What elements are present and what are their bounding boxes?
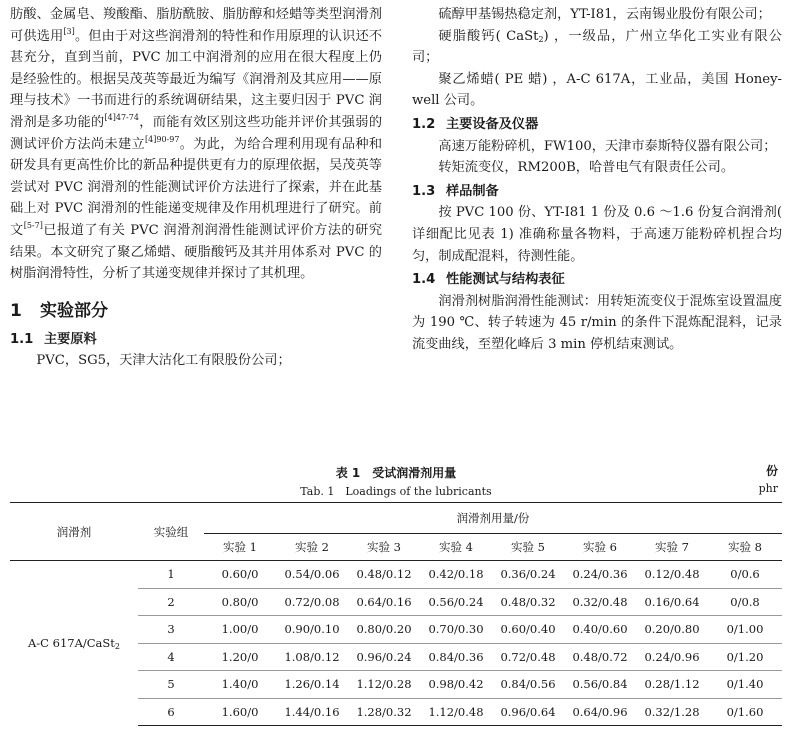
header-amount: 润滑剂用量/份	[204, 503, 782, 534]
citation-ref: [4]90-97	[145, 134, 180, 144]
text-run: 肪酸、金属皂、羧酸酯、脂肪酰胺、脂肪醇和烃蜡等类型润滑剂可供选用	[10, 7, 382, 44]
sample-preparation: 按 PVC 100 份、YT-I81 1 份及 0.6 ～1.6 份复合润滑剂( 详细配比见表 1) 准确称量各物料，于高速万能粉碎机捏合均匀，制成配混料，待测性能。	[412, 205, 782, 264]
value-cell: 0/1.20	[708, 643, 782, 671]
subsection-heading-1-1	[10, 329, 382, 351]
value-cell: 0.48/0.72	[564, 643, 636, 671]
header-experiment-7: 实验 7	[636, 534, 708, 561]
value-cell: 0.72/0.08	[276, 588, 348, 616]
value-cell: 0.28/1.12	[636, 671, 708, 699]
value-cell: 0.80/0.20	[348, 616, 420, 644]
header-experiment-3: 实验 3	[348, 534, 420, 561]
material-pe-wax: 聚乙烯蜡( PE 蜡) ，A-C 617A，工业品，美国 Honey-well 公司。	[412, 71, 782, 109]
subsection-title: 主要原料	[44, 331, 97, 347]
value-cell: 1.26/0.14	[276, 671, 348, 699]
value-cell: 0.20/0.80	[636, 616, 708, 644]
subsection-number: 1.3	[412, 183, 436, 199]
value-cell: 0.90/0.10	[276, 616, 348, 644]
section-title: 实验部分	[40, 300, 108, 321]
text-run: 已报道了有关 PVC 润滑剂润滑性能测试评价方法的研究结果。本文研究了聚乙烯蜡、硬脂酸钙及其并用体系对 PVC 的树脂润滑特性，分析了其递变规律并探讨了其机理。	[10, 222, 383, 282]
value-cell: 0.84/0.36	[420, 643, 492, 671]
text-run: ) ，一级品，广州立华化工实业有限公司；	[412, 28, 782, 66]
value-cell: 0.72/0.48	[492, 643, 564, 671]
left-column	[10, 4, 382, 372]
value-cell: 0.70/0.30	[420, 616, 492, 644]
subsection-heading-1-3	[412, 181, 782, 203]
material-calcium-stearate	[412, 26, 782, 69]
value-cell: 0.48/0.12	[348, 561, 420, 589]
value-cell: 0.16/0.64	[636, 588, 708, 616]
value-cell: 0.12/0.48	[636, 561, 708, 589]
performance-test: 润滑剂树脂润滑性能测试：用转矩流变仪于混炼室设置温度为 190 ℃、转子转速为 45 r/min 的条件下混炼配混料，记录流变曲线，至塑化峰后 3 min 停机结束测试。	[412, 293, 782, 352]
value-cell: 1.00/0	[204, 616, 276, 644]
value-cell: 1.40/0	[204, 671, 276, 699]
group-cell: 4	[138, 643, 204, 671]
value-cell: 0.24/0.36	[564, 561, 636, 589]
table-body	[10, 561, 782, 726]
subsection-title: 样品制备	[446, 183, 499, 199]
value-cell: 1.08/0.12	[276, 643, 348, 671]
equipment-rheometer: 转矩流变仪，RM200B，哈普电气有限责任公司。	[438, 160, 735, 176]
subsection-number: 1.2	[412, 116, 436, 132]
header-experiment-4: 实验 4	[420, 534, 492, 561]
value-cell: 0.40/0.60	[564, 616, 636, 644]
table-caption-en: Tab. 1 Loadings of the lubricants	[300, 485, 492, 498]
subsection-heading-1-2	[412, 114, 782, 136]
text-run: 硬脂酸钙( CaSt	[438, 28, 539, 44]
subscript: 2	[114, 642, 121, 652]
value-cell: 0.32/1.28	[636, 698, 708, 726]
value-cell: 0.56/0.24	[420, 588, 492, 616]
value-cell: 0.96/0.24	[348, 643, 420, 671]
value-cell: 0.54/0.06	[276, 561, 348, 589]
header-experiment-6: 实验 6	[564, 534, 636, 561]
value-cell: 0.42/0.18	[420, 561, 492, 589]
table-unit-en: phr	[758, 482, 778, 495]
subsection-number: 1.1	[10, 331, 34, 347]
citation-ref: [3]	[63, 26, 75, 36]
group-cell: 1	[138, 561, 204, 589]
subscript: 2	[538, 34, 544, 44]
subsection-number: 1.4	[412, 272, 436, 288]
value-cell: 0/0.6	[708, 561, 782, 589]
value-cell: 0.32/0.48	[564, 588, 636, 616]
subsection-heading-1-4	[412, 269, 782, 291]
text-run: 。但由于对这些润滑剂的特性和作用原理的认识还不甚充分，直到当前，PVC 加工中润滑剂的应用在很大程度上仍是经验性的。根据吴茂英等最近为编写《润滑剂及其应用——原理与技术》一书而进行的系统调研结果，这主要归因于 PVC 润滑剂是多功能的	[10, 28, 383, 130]
value-cell: 0.96/0.64	[492, 698, 564, 726]
text-run: 。为此，为给合理利用现有品种和研发具有更高性价比的新品种提供更有力的原理依据，吴茂英等尝试对 PVC 润滑剂的性能测试评价方法进行了探索，并在此基础上对 PVC 润滑剂的性能递变规律及作用机理进行了研究。前文	[10, 136, 383, 238]
citation-ref: [5-7]	[23, 220, 43, 230]
table-1	[10, 462, 782, 726]
value-cell: 0.60/0.40	[492, 616, 564, 644]
value-cell: 0.80/0	[204, 588, 276, 616]
material-pvc: PVC，SG5，天津大沽化工有限股份公司；	[36, 353, 291, 369]
value-cell: 0/1.40	[708, 671, 782, 699]
value-cell: 1.28/0.32	[348, 698, 420, 726]
header-lubricant: 润滑剂	[10, 503, 138, 561]
subsection-title: 性能测试与结构表征	[446, 272, 565, 288]
value-cell: 0.64/0.16	[348, 588, 420, 616]
group-cell: 6	[138, 698, 204, 726]
table-caption-en-row	[10, 480, 782, 498]
group-cell: 3	[138, 616, 204, 644]
value-cell: 0/1.00	[708, 616, 782, 644]
group-cell: 5	[138, 671, 204, 699]
value-cell: 1.44/0.16	[276, 698, 348, 726]
value-cell: 0.24/0.96	[636, 643, 708, 671]
table-row	[10, 561, 782, 589]
header-group: 实验组	[138, 503, 204, 561]
value-cell: 0.56/0.84	[564, 671, 636, 699]
value-cell: 0.48/0.32	[492, 588, 564, 616]
material-stabilizer: 硫醇甲基锡热稳定剂，YT-I81，云南锡业股份有限公司；	[438, 7, 771, 22]
header-experiment-1: 实验 1	[204, 534, 276, 561]
value-cell: 0.98/0.42	[420, 671, 492, 699]
section-number: 1	[10, 300, 22, 321]
citation-ref: [4]47-74	[104, 112, 139, 122]
lubricant-cell	[10, 561, 138, 726]
table-caption-cn: 表 1 受试润滑剂用量	[335, 466, 457, 480]
value-cell: 1.60/0	[204, 698, 276, 726]
value-cell: 0.64/0.96	[564, 698, 636, 726]
lubricant-name: A-C 617A/CaSt	[27, 636, 115, 651]
header-experiment-8: 实验 8	[708, 534, 782, 561]
text-run: ，而能有效区别这些功能并评价其强弱的测试评价方法尚未建立	[10, 114, 383, 152]
subsection-title: 主要设备及仪器	[446, 116, 539, 132]
table-unit-cn: 份	[765, 464, 778, 478]
intro-paragraph	[10, 4, 382, 285]
right-column	[412, 4, 782, 356]
lubricant-loadings-table	[10, 502, 782, 726]
header-experiment-5: 实验 5	[492, 534, 564, 561]
value-cell: 1.20/0	[204, 643, 276, 671]
value-cell: 1.12/0.48	[420, 698, 492, 726]
value-cell: 0/1.60	[708, 698, 782, 726]
table-caption-cn-row	[10, 462, 782, 480]
header-experiment-2: 实验 2	[276, 534, 348, 561]
value-cell: 0.84/0.56	[492, 671, 564, 699]
value-cell: 1.12/0.28	[348, 671, 420, 699]
value-cell: 0.60/0	[204, 561, 276, 589]
group-cell: 2	[138, 588, 204, 616]
value-cell: 0.36/0.24	[492, 561, 564, 589]
section-heading-1	[10, 299, 382, 323]
value-cell: 0/0.8	[708, 588, 782, 616]
equipment-crusher: 高速万能粉碎机，FW100，天津市泰斯特仪器有限公司；	[438, 138, 777, 154]
